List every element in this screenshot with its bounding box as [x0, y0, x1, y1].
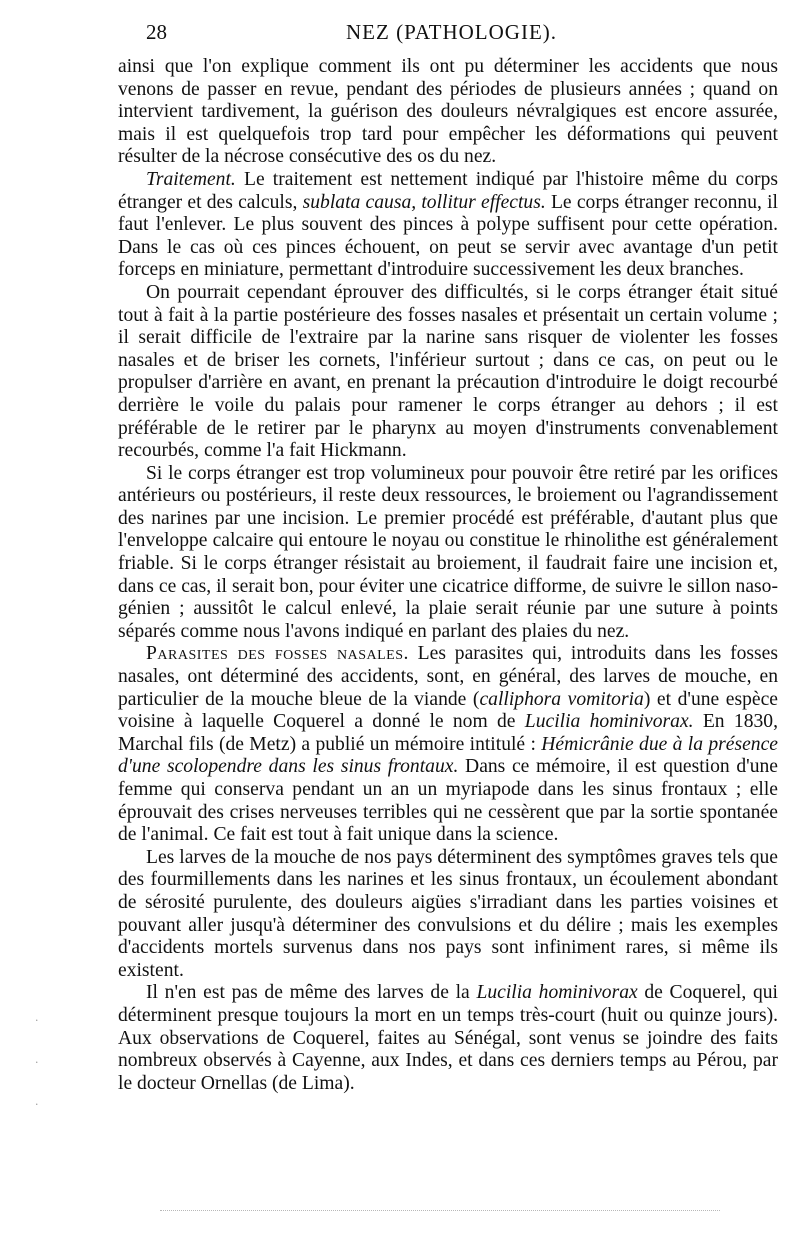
running-title: NEZ (PATHOLOGIE). — [346, 20, 558, 44]
paragraph-3: On pourrait cependant éprouver des difficultés, si le corps étranger était situé tout à fait à la partie postérieure des fosses nasales et présentait un certain volume ; il serait difficile de l'extraire par la narine sans risquer de violenter les fosses nasales et de briser les cornets, l'inférieur surtout ; dans ce cas, on peut ou le propulser d'arrière en avant, en prenant la précaution d'introduire le doigt recourbé derrière le voile du palais pour ramener le corps étranger au dehors ; il est préférable de le retirer par le pharynx au moyen d'instruments convenablement recourbés, comme l'a fait Hickmann. — [118, 281, 778, 462]
memoir-title: Hémicrânie due à la présence d'une scolopendre dans les sinus frontaux. — [118, 733, 778, 778]
margin-mark: · — [35, 1098, 39, 1111]
margin-mark: · — [35, 1014, 39, 1027]
section-label-parasites: Parasites des fosses nasales. — [146, 643, 409, 665]
page-number: 28 — [146, 20, 167, 44]
paragraph-1: ainsi que l'on explique comment ils ont pu déterminer les accidents que nous venons de passer en revue, pendant des périodes de plusieurs années ; quand on intervient tardivement, la guérison des douleurs névralgiques est encore assurée, mais il est quelquefois trop tard pour empêcher les déformations qui peuvent résulter de la nécrose consécutive des os du nez. — [118, 56, 778, 168]
paragraph-6: Les larves de la mouche de nos pays déterminent des symptômes graves tels que des fourmillements dans les narines et les sinus frontaux, un écoulement abondant de sérosité purulente, des douleurs aigües s'irradiant dans les parties voisines et pouvant aller jusqu'à déterminer des convulsions et du délire ; mais les exemples d'accidents mortels survenus dans nos pays sont infiniment rares, si même ils existent. — [118, 846, 778, 981]
paragraph-4: Si le corps étranger est trop volumineux pour pouvoir être retiré par les orifices antérieurs ou postérieurs, il reste deux ressources, le broiement ou l'agrandissement des narines par une incision. Le premier procédé est préférable, d'autant plus que l'enveloppe calcaire qui entoure le noyau ou constitue le rhinolithe est généralement friable. Si le corps étranger résistait au broiement, il faudrait faire une incision et, dans ce cas, il serait bon, pour éviter une cicatrice difforme, de suivre le sillon naso-génien ; aussitôt le calcul enlevé, la plaie serait réunie par une suture à points séparés comme nous l'avons indiqué en parlant des plaies du nez. — [118, 462, 778, 642]
species-lucilia-2: Lucilia hominivorax — [476, 982, 638, 1004]
running-head — [118, 18, 770, 46]
margin-mark: · — [35, 1056, 39, 1069]
species-lucilia: Lucilia hominivorax. — [524, 711, 694, 733]
body-text — [118, 56, 778, 1095]
paragraph-parasites: Parasites des fosses nasales. Les parasites qui, introduits dans les fosses nasales, ont déterminé des accidents, sont, en général, des larves de mouche, en particulier de la mouche bleue de la viande (calliphora vomitoria) et d'une espèce voisine à laquelle Coquerel a donné le nom de Lucilia hominivorax. En 1830, Marchal fils (de Metz) a publié un mémoire intitulé : Hémicrânie due à la présence d'une scolopendre dans les sinus frontaux. Dans ce mémoire, il est question d'une femme qui conserva pendant un an un myriapode dans les sinus frontaux ; elle éprouvait des crises nerveuses terribles qui ne cessèrent que par la sortie spontanée de l'animal. Ce fait est tout à fait unique dans la science. — [118, 643, 779, 846]
section-label-traitement: Traitement. — [146, 168, 236, 190]
paragraph-7: Il n'en est pas de même des larves de la Lucilia hominivorax de Coquerel, qui déterminent presque toujours la mort en un temps très-court (huit ou quinze jours). Aux observations de Coquerel, faites au Sénégal, sont venus se joindre des faits nombreux observés à Cayenne, aux Indes, et dans ces derniers temps au Pérou, par le docteur Ornellas (de Lima). — [118, 982, 778, 1094]
paragraph-traitement: Traitement. Le traitement est nettement indiqué par l'histoire même du corps étranger et des calculs, sublata causa, tollitur effectus. Le corps étranger reconnu, il faut l'enlever. Le plus souvent des pinces à polype suffisent pour cette opération. Dans le cas où ces pinces échouent, on peut se servir avec avantage d'un petit forceps en miniature, permettant d'introduire successivement les deux branches. — [118, 168, 779, 281]
page-bottom-rule — [160, 1210, 720, 1217]
latin-phrase: sublata causa, tollitur effectus. — [302, 191, 546, 213]
species-calliphora: calliphora vomitoria — [479, 688, 644, 710]
